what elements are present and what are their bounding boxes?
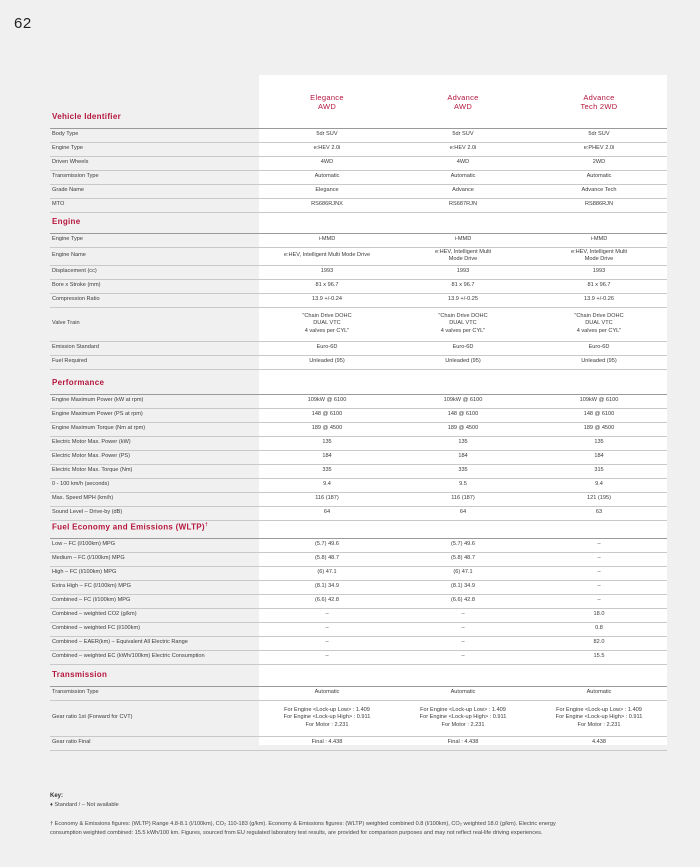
row-divider	[50, 212, 667, 213]
row-value: (5.8) 48.7	[315, 555, 339, 562]
row-value: 81 x 96.7	[315, 282, 339, 289]
row-label: Electric Motor Max. Torque (Nm)	[52, 467, 133, 473]
row-value: (8.1) 34.9	[451, 583, 475, 590]
row-value: 81 x 96.7	[587, 282, 611, 289]
row-value: 13.9 +/-0.25	[447, 296, 478, 303]
row-divider	[50, 478, 667, 479]
row-label: MTO	[52, 201, 65, 207]
row-value: 63	[595, 509, 603, 516]
column-header-line1: Advance	[583, 93, 615, 102]
row-value: 1993	[320, 268, 334, 275]
section-divider	[50, 538, 667, 539]
row-value: 2WD	[592, 159, 606, 166]
section-divider	[50, 686, 667, 687]
section-title-footnote-mark: †	[204, 522, 208, 528]
row-value: –	[325, 653, 329, 660]
row-value: 81 x 96.7	[451, 282, 475, 289]
row-value: (6) 47.1	[317, 569, 337, 576]
row-divider	[50, 700, 667, 701]
row-divider	[50, 566, 667, 567]
row-label: 0 - 100 km/h (seconds)	[52, 481, 110, 487]
row-divider	[50, 636, 667, 637]
column-header	[395, 93, 531, 111]
row-label: Extra High – FC (l/100km) MPG	[52, 583, 131, 589]
row-value: 5dr SUV	[452, 131, 474, 138]
row-value: 116 (187)	[315, 495, 339, 502]
row-divider	[50, 408, 667, 409]
row-label: Electric Motor Max. Power (PS)	[52, 453, 131, 459]
row-value: –	[597, 541, 601, 548]
row-value: 13.9 +/-0.24	[311, 296, 342, 303]
page-number: 62	[14, 15, 32, 32]
section-title	[52, 522, 208, 532]
row-divider	[50, 450, 667, 451]
row-value: Unleaded (95)	[309, 358, 345, 365]
row-label: High – FC (l/100km) MPG	[52, 569, 117, 575]
row-value: 5dr SUV	[316, 131, 338, 138]
row-value: (6.6) 42.8	[451, 597, 475, 604]
row-value: 0.8	[595, 625, 603, 632]
row-label: Engine Maximum Power (kW at rpm)	[52, 397, 144, 403]
row-value: (5.7) 49.6	[315, 541, 339, 548]
row-value: Unleaded (95)	[581, 358, 617, 365]
row-divider	[50, 580, 667, 581]
row-label: Combined – FC (l/100km) MPG	[52, 597, 131, 603]
row-divider	[50, 506, 667, 507]
row-value: 4WD	[320, 159, 334, 166]
row-divider	[50, 650, 667, 651]
row-value: 335	[458, 467, 468, 474]
row-divider	[50, 355, 667, 356]
section-title-text: Transmission	[52, 670, 108, 679]
section-title	[52, 112, 121, 121]
row-divider	[50, 341, 667, 342]
row-value: Unleaded (95)	[445, 358, 481, 365]
row-value: 1993	[456, 268, 470, 275]
row-value: i-MMD	[590, 236, 608, 243]
section-title	[52, 670, 107, 679]
row-divider	[50, 156, 667, 157]
row-value: 189 @ 4500	[447, 425, 479, 432]
row-value: For Engine <Lock-up Low> : 1.409 For Engine <Lock-up High> : 0.911 For Motor : 2.231	[283, 706, 371, 728]
section-divider	[50, 233, 667, 234]
row-value: –	[461, 611, 465, 618]
row-value: 335	[322, 467, 332, 474]
row-label: Transmission Type	[52, 173, 99, 179]
row-value: 5dr SUV	[588, 131, 610, 138]
row-value: Elegance	[315, 187, 339, 194]
key-title: Key:	[50, 793, 64, 799]
row-value: For Engine <Lock-up Low> : 1.409 For Engine <Lock-up High> : 0.911 For Motor : 2.231	[419, 706, 507, 728]
column-header-line1: Elegance	[310, 93, 344, 102]
row-label: Low – FC (l/100km) MPG	[52, 541, 116, 547]
row-label: Combined – EAER(km) – Equivalent All Electric Range	[52, 639, 188, 645]
row-label: Combined – weighted FC (l/100km)	[52, 625, 140, 631]
row-value: 116 (187)	[451, 495, 475, 502]
row-value: Final : 4.438	[447, 739, 479, 746]
row-value: –	[597, 555, 601, 562]
row-value: e:HEV, Intelligent Multi Mode Drive	[434, 248, 492, 262]
row-value: e:HEV, Intelligent Multi Mode Drive	[283, 252, 371, 259]
row-value: 315	[594, 467, 604, 474]
row-value: e:PHEV 2.0i	[583, 145, 615, 152]
row-value: 82.0	[593, 639, 605, 646]
row-label: Transmission Type	[52, 689, 99, 695]
row-value: RS686RJNX	[311, 201, 343, 208]
row-value: –	[597, 583, 601, 590]
row-value: i-MMD	[318, 236, 336, 243]
row-value: 9.4	[323, 481, 331, 488]
row-value: 189 @ 4500	[311, 425, 343, 432]
row-divider	[50, 170, 667, 171]
row-value: 135	[458, 439, 468, 446]
row-value: 189 @ 4500	[583, 425, 615, 432]
row-value: 121 (195)	[587, 495, 611, 502]
row-label: Body Type	[52, 131, 79, 137]
row-value: 15.5	[593, 653, 605, 660]
row-label: Driven Wheels	[52, 159, 89, 165]
row-label: Engine Maximum Power (PS at rpm)	[52, 411, 143, 417]
row-divider	[50, 436, 667, 437]
row-value: Euro-6D	[316, 344, 338, 351]
row-divider	[50, 279, 667, 280]
row-value: (6) 47.1	[453, 569, 473, 576]
row-value: Automatic	[314, 173, 340, 180]
row-divider	[50, 293, 667, 294]
row-value: (5.7) 49.6	[451, 541, 475, 548]
row-value: For Engine <Lock-up Low> : 1.409 For Engine <Lock-up High> : 0.911 For Motor : 2.231	[555, 706, 643, 728]
row-divider	[50, 492, 667, 493]
row-label: Combined – weighted EC (kWh/100km) Electric Consumption	[52, 653, 205, 659]
column-header	[259, 93, 395, 111]
row-value: Automatic	[450, 173, 476, 180]
row-value: e:HEV, Intelligent Multi Mode Drive	[570, 248, 628, 262]
footnote: † Economy & Emissions figures: (WLTP) Range 4.8-8.1 (l/100km), CO₂ 110-183 (g/km). Economy & Emissions figures: (WLTP) weighted combined 0.8 (l/100km), CO₂ weighted 18.0 (g/km). Electric energy consumption weighted combined: 15.5 kWh/100 km. Figures, sourced from EU regulated laboratory test results, are provided for comparison purposes and may not reflect real-life driving experiences.	[50, 821, 556, 836]
key-legend: ♦ Standard / – Not available	[50, 802, 119, 808]
section-title-text: Fuel Economy and Emissions (WLTP)	[52, 522, 205, 532]
row-label: Engine Type	[52, 236, 83, 242]
row-label: Combined – weighted CO2 (g/km)	[52, 611, 137, 617]
row-label: Gear ratio Final	[52, 739, 91, 745]
row-value: 4WD	[456, 159, 470, 166]
section-title-text: Performance	[52, 378, 105, 387]
row-value: 109kW @ 6100	[443, 397, 483, 404]
row-value: Automatic	[586, 173, 612, 180]
row-value: 109kW @ 6100	[579, 397, 619, 404]
row-value: –	[461, 639, 465, 646]
row-value: "Chain Drive DOHC DUAL VTC 4 valves per CYL"	[438, 312, 488, 334]
row-label: Fuel Required	[52, 358, 88, 364]
section-title-text: Vehicle Identifier	[52, 112, 121, 121]
row-value: –	[597, 597, 601, 604]
row-divider	[50, 552, 667, 553]
row-divider	[50, 422, 667, 423]
row-value: –	[325, 639, 329, 646]
row-label: Grade Name	[52, 187, 85, 193]
row-label: Compression Ratio	[52, 296, 100, 302]
row-value: 184	[322, 453, 332, 460]
row-value: "Chain Drive DOHC DUAL VTC 4 valves per CYL"	[574, 312, 624, 334]
row-label: Medium – FC (l/100km) MPG	[52, 555, 125, 561]
row-value: Euro-6D	[452, 344, 474, 351]
row-value: 9.4	[595, 481, 603, 488]
section-divider	[50, 394, 667, 395]
column-header-line1: Advance	[447, 93, 479, 102]
row-label: Engine Name	[52, 252, 86, 258]
row-value: 13.9 +/-0.26	[583, 296, 614, 303]
row-divider	[50, 622, 667, 623]
section-title	[52, 217, 80, 226]
row-value: 148 @ 6100	[447, 411, 479, 418]
row-value: 135	[594, 439, 604, 446]
row-divider	[50, 198, 667, 199]
row-value: Automatic	[314, 689, 340, 696]
section-divider	[50, 128, 667, 129]
section-title-text: Engine	[52, 217, 81, 226]
row-divider	[50, 142, 667, 143]
row-value: –	[325, 625, 329, 632]
row-divider	[50, 750, 667, 751]
row-value: e:HEV 2.0i	[449, 145, 477, 152]
row-value: –	[461, 653, 465, 660]
row-divider	[50, 520, 667, 521]
row-label: Electric Motor Max. Power (kW)	[52, 439, 131, 445]
column-header-line2: AWD	[317, 102, 337, 111]
row-value: RS687RJN	[449, 201, 477, 208]
row-divider	[50, 608, 667, 609]
row-label: Sound Level – Drive-by (dB)	[52, 509, 123, 515]
row-label: Engine Maximum Torque (Nm at rpm)	[52, 425, 146, 431]
row-value: 18.0	[593, 611, 605, 618]
column-header	[531, 93, 667, 111]
row-divider	[50, 594, 667, 595]
row-divider	[50, 664, 667, 665]
row-value: RS886RJN	[585, 201, 613, 208]
row-value: Euro-6D	[588, 344, 610, 351]
row-divider	[50, 307, 667, 308]
column-header-line2: AWD	[453, 102, 473, 111]
row-value: 148 @ 6100	[311, 411, 343, 418]
row-value: 148 @ 6100	[583, 411, 615, 418]
row-value: (8.1) 34.9	[315, 583, 339, 590]
column-header-line2: Tech 2WD	[580, 102, 618, 111]
row-value: 9.5	[459, 481, 467, 488]
row-value: (5.8) 48.7	[451, 555, 475, 562]
row-value: 184	[458, 453, 468, 460]
row-divider	[50, 464, 667, 465]
row-value: –	[461, 625, 465, 632]
row-value: 64	[459, 509, 467, 516]
row-value: 184	[594, 453, 604, 460]
row-value: 135	[322, 439, 332, 446]
row-value: (6.6) 42.8	[315, 597, 339, 604]
row-value: e:HEV 2.0i	[313, 145, 341, 152]
row-label: Engine Type	[52, 145, 83, 151]
row-label: Bore x Stroke (mm)	[52, 282, 101, 288]
row-value: 1993	[592, 268, 606, 275]
row-label: Valve Train	[52, 320, 80, 326]
row-value: Advance	[452, 187, 474, 194]
row-divider	[50, 265, 667, 266]
row-label: Max. Speed MPH (km/h)	[52, 495, 114, 501]
row-value: Final : 4.438	[311, 739, 343, 746]
row-label: Emission Standard	[52, 344, 99, 350]
row-divider	[50, 184, 667, 185]
row-value: 64	[323, 509, 331, 516]
row-label: Gear ratio 1st (Forward for CVT)	[52, 714, 133, 720]
row-value: 109kW @ 6100	[307, 397, 347, 404]
row-value: –	[597, 569, 601, 576]
section-title	[52, 378, 104, 387]
row-value: Advance Tech	[581, 187, 617, 194]
row-value: –	[325, 611, 329, 618]
row-value: Automatic	[450, 689, 476, 696]
row-divider	[50, 369, 667, 370]
row-value: 4.438	[592, 739, 606, 746]
row-divider	[50, 736, 667, 737]
row-value: "Chain Drive DOHC DUAL VTC 4 valves per CYL"	[302, 312, 352, 334]
row-value: i-MMD	[454, 236, 472, 243]
row-label: Displacement (cc)	[52, 268, 97, 274]
row-value: Automatic	[586, 689, 612, 696]
